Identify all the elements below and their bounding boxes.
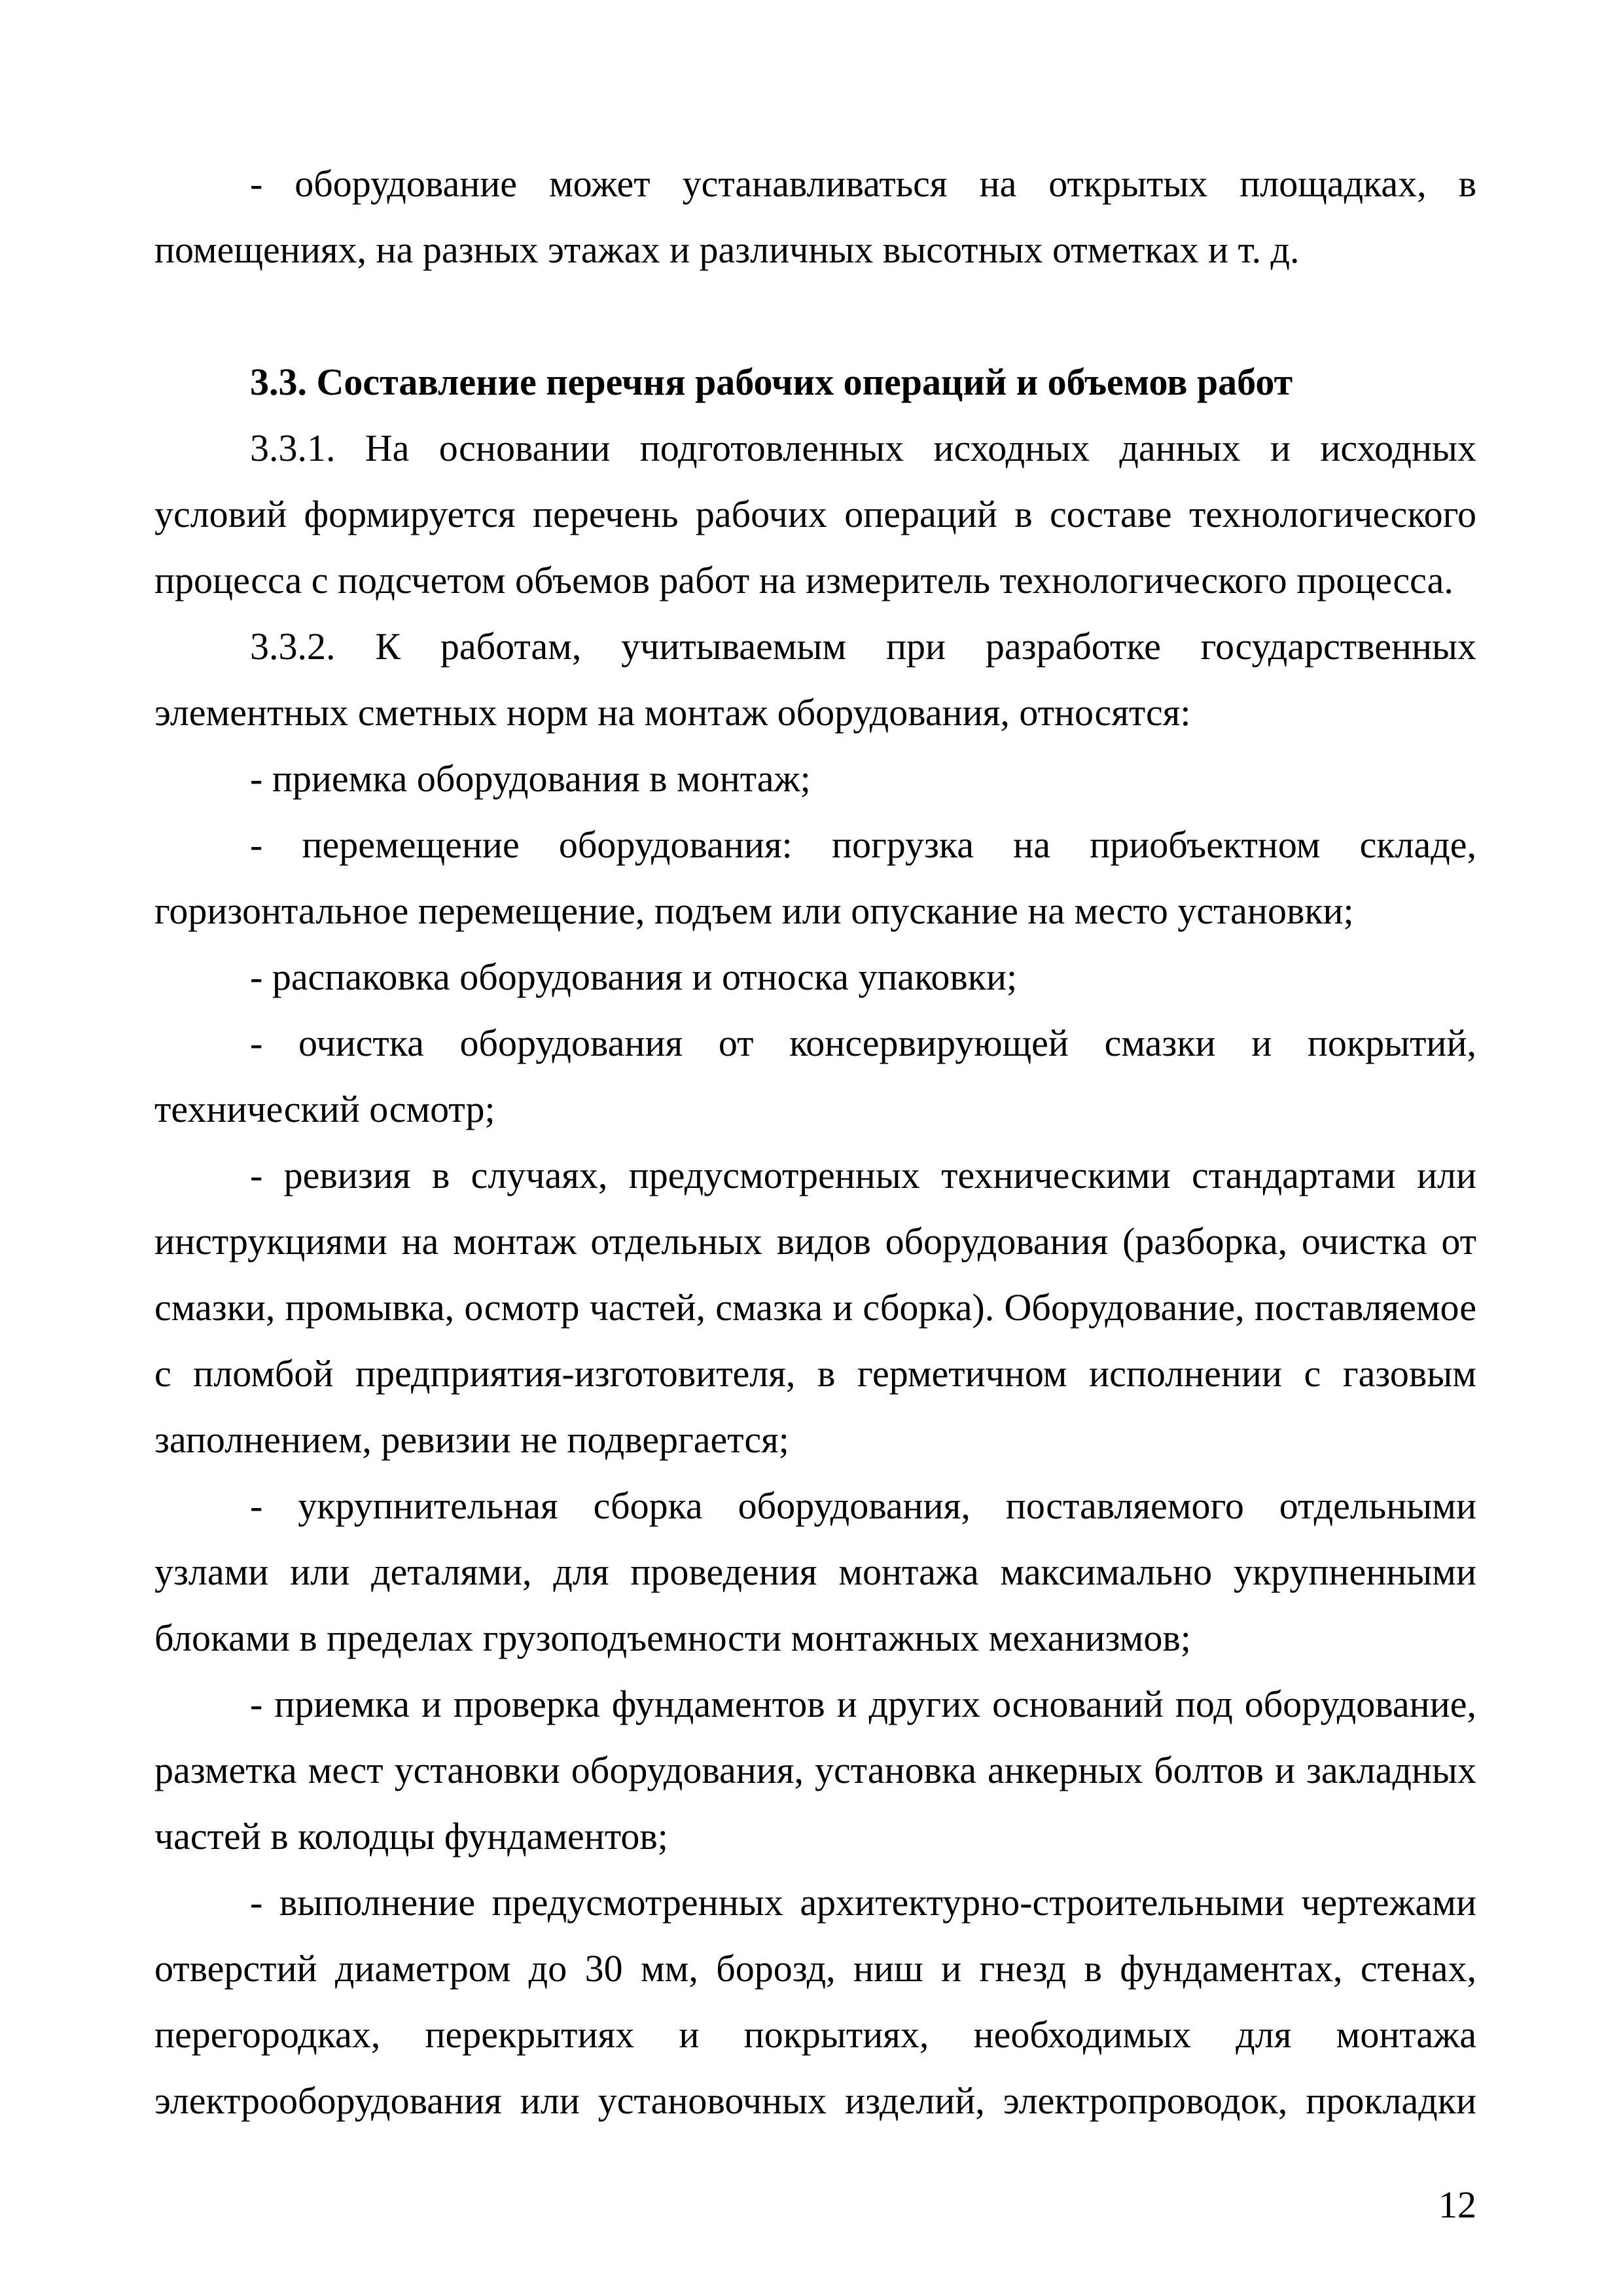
page-number: 12 (1438, 2183, 1476, 2226)
text-line: перегородках, перекрытиях и покрытиях, необходимых для монтажа (154, 2013, 1476, 2056)
paragraph (154, 1142, 1476, 1473)
text-line: заполнением, ревизии не подвергается; (154, 1418, 789, 1461)
paragraph (154, 1010, 1476, 1142)
text-line: технический осмотр; (154, 1088, 495, 1130)
paragraph (154, 613, 1476, 745)
text-line: электрооборудования или установочных изделий, электропроводок, прокладки (154, 2079, 1476, 2122)
paragraph (154, 415, 1476, 613)
text-line: - приемка и проверка фундаментов и других оснований под оборудование, (250, 1683, 1476, 1725)
text-line: блоками в пределах грузоподъемности монтажных механизмов; (154, 1617, 1191, 1659)
section-heading: 3.3. Составление перечня рабочих операций и объемов работ (250, 361, 1293, 403)
text-line: - распаковка оборудования и относка упаковки; (250, 956, 1018, 998)
text-line: - очистка оборудования от консервирующей смазки и покрытий, (250, 1022, 1476, 1064)
paragraph (154, 812, 1476, 944)
text-line: 3.3.1. На основании подготовленных исходных данных и исходных (250, 427, 1476, 469)
paragraph (154, 1671, 1476, 1869)
text-line: инструкциями на монтаж отдельных видов оборудования (разборка, очистка от (154, 1220, 1476, 1263)
text-line: горизонтальное перемещение, подъем или опускание на место установки; (154, 889, 1354, 932)
paragraph (154, 745, 1476, 812)
text-line: - оборудование может устанавливаться на открытых площадках, в (250, 162, 1476, 205)
text-line: - ревизия в случаях, предусмотренных техническими стандартами или (250, 1154, 1476, 1196)
text-line: 3.3.2. К работам, учитываемым при разработке государственных (250, 625, 1476, 668)
text-line: - выполнение предусмотренных архитектурно-строительными чертежами (250, 1881, 1476, 1924)
text-line: - приемка оборудования в монтаж; (250, 757, 811, 800)
text-line: с пломбой предприятия-изготовителя, в герметичном исполнении с газовым (154, 1352, 1476, 1395)
paragraph (154, 1473, 1476, 1671)
paragraph (154, 1869, 1476, 2134)
paragraph (154, 151, 1476, 283)
text-line: разметка мест установки оборудования, установка анкерных болтов и закладных (154, 1749, 1476, 1791)
paragraph (154, 944, 1476, 1010)
text-line: условий формируется перечень рабочих операций в составе технологического (154, 493, 1476, 535)
text-line: смазки, промывка, осмотр частей, смазка и сборка). Оборудование, поставляемое (154, 1286, 1476, 1329)
document-body (154, 151, 1476, 2134)
text-line: элементных сметных норм на монтаж оборудования, относятся: (154, 691, 1191, 734)
text-line: отверстий диаметром до 30 мм, борозд, ниш и гнезд в фундаментах, стенах, (154, 1947, 1476, 1990)
text-line: процесса с подсчетом объемов работ на измеритель технологического процесса. (154, 559, 1454, 601)
text-line: частей в колодцы фундаментов; (154, 1815, 668, 1857)
text-line: - укрупнительная сборка оборудования, поставляемого отдельными (250, 1484, 1476, 1527)
text-line: помещениях, на разных этажах и различных высотных отметках и т. д. (154, 228, 1300, 271)
text-line: узлами или деталями, для проведения монтажа максимально укрупненными (154, 1551, 1476, 1593)
text-line: - перемещение оборудования: погрузка на приобъектном складе, (250, 823, 1476, 866)
blank-line (154, 283, 1476, 349)
